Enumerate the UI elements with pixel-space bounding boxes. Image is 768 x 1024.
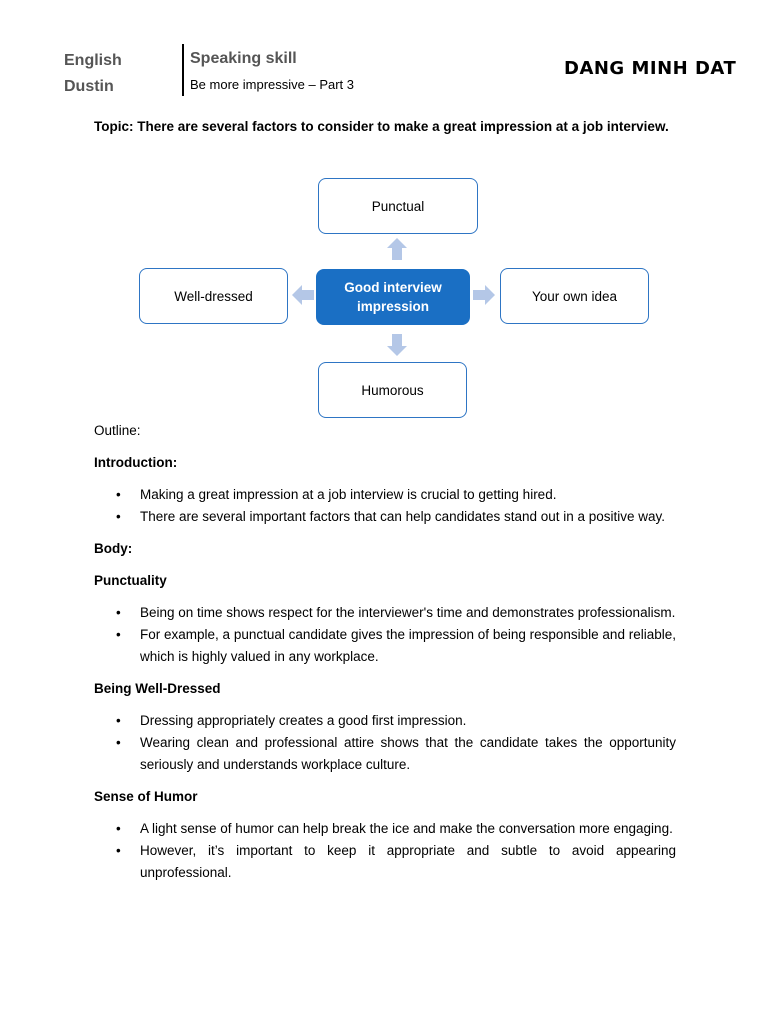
header-subtitle: Be more impressive – Part 3 bbox=[190, 77, 355, 92]
arrow-down-icon bbox=[387, 334, 407, 356]
bullet-icon: • bbox=[116, 627, 121, 642]
header-middle bbox=[190, 48, 354, 96]
humor-list bbox=[94, 818, 676, 884]
well-dressed-list bbox=[94, 710, 676, 776]
bullet-icon: • bbox=[116, 605, 121, 620]
author-name: DANG MINH DAT bbox=[564, 58, 737, 79]
node-center bbox=[316, 269, 470, 325]
node-center-line1: Good interview bbox=[344, 280, 442, 295]
list-item: • Making a great impression at a job interview is crucial to getting hired. bbox=[94, 484, 676, 506]
teacher-name: Dustin bbox=[64, 78, 114, 95]
body-heading: Body: bbox=[94, 541, 133, 556]
list-item: • Wearing clean and professional attire shows that the candidate takes the opportunity seriously and understands workplace culture. bbox=[94, 732, 676, 776]
bullet-icon: • bbox=[116, 509, 121, 524]
node-right-label: Your own idea bbox=[531, 288, 618, 304]
node-left bbox=[139, 268, 288, 324]
bullet-icon: • bbox=[116, 713, 121, 728]
list-item: • However, it’s important to keep it appropriate and subtle to avoid appearing unprofessional. bbox=[94, 840, 676, 884]
list-item: • Being on time shows respect for the interviewer's time and demonstrates professionalism. bbox=[94, 602, 676, 624]
list-item: • For example, a punctual candidate gives the impression of being responsible and reliable, which is highly valued in any workplace. bbox=[94, 624, 676, 668]
list-item: • A light sense of humor can help break the ice and make the conversation more engaging. bbox=[94, 818, 676, 840]
list-item: • Dressing appropriately creates a good first impression. bbox=[94, 710, 676, 732]
bullet-icon: • bbox=[116, 487, 121, 502]
node-top bbox=[318, 178, 478, 234]
bullet-icon: • bbox=[116, 735, 121, 750]
bullet-icon: • bbox=[116, 821, 121, 836]
section-heading-humor: Sense of Humor bbox=[94, 789, 198, 804]
arrow-right-icon bbox=[473, 285, 495, 305]
outline-label: Outline: bbox=[94, 423, 141, 438]
node-bottom-label: Humorous bbox=[361, 382, 424, 398]
section-heading-punctuality: Punctuality bbox=[94, 573, 167, 588]
node-center-line2: impression bbox=[356, 299, 429, 314]
introduction-heading: Introduction: bbox=[94, 455, 178, 470]
introduction-list bbox=[94, 484, 676, 528]
punctuality-list bbox=[94, 602, 676, 668]
list-item: • There are several important factors that can help candidates stand out in a positive way. bbox=[94, 506, 676, 528]
node-left-label: Well-dressed bbox=[174, 288, 253, 304]
node-bottom bbox=[318, 362, 467, 418]
arrow-up-icon bbox=[387, 238, 407, 260]
header-divider bbox=[182, 44, 184, 96]
node-right bbox=[500, 268, 649, 324]
outline-content bbox=[94, 420, 676, 884]
bullet-icon: • bbox=[116, 843, 121, 858]
arrow-left-icon bbox=[292, 285, 314, 305]
header-title: Speaking skill bbox=[190, 50, 297, 67]
header-left bbox=[64, 48, 122, 100]
section-heading-well-dressed: Being Well-Dressed bbox=[94, 681, 221, 696]
topic-text: Topic: There are several factors to consider to make a great impression at a job interview. bbox=[94, 119, 669, 134]
subject-label: English bbox=[64, 52, 122, 69]
node-top-label: Punctual bbox=[371, 198, 425, 214]
